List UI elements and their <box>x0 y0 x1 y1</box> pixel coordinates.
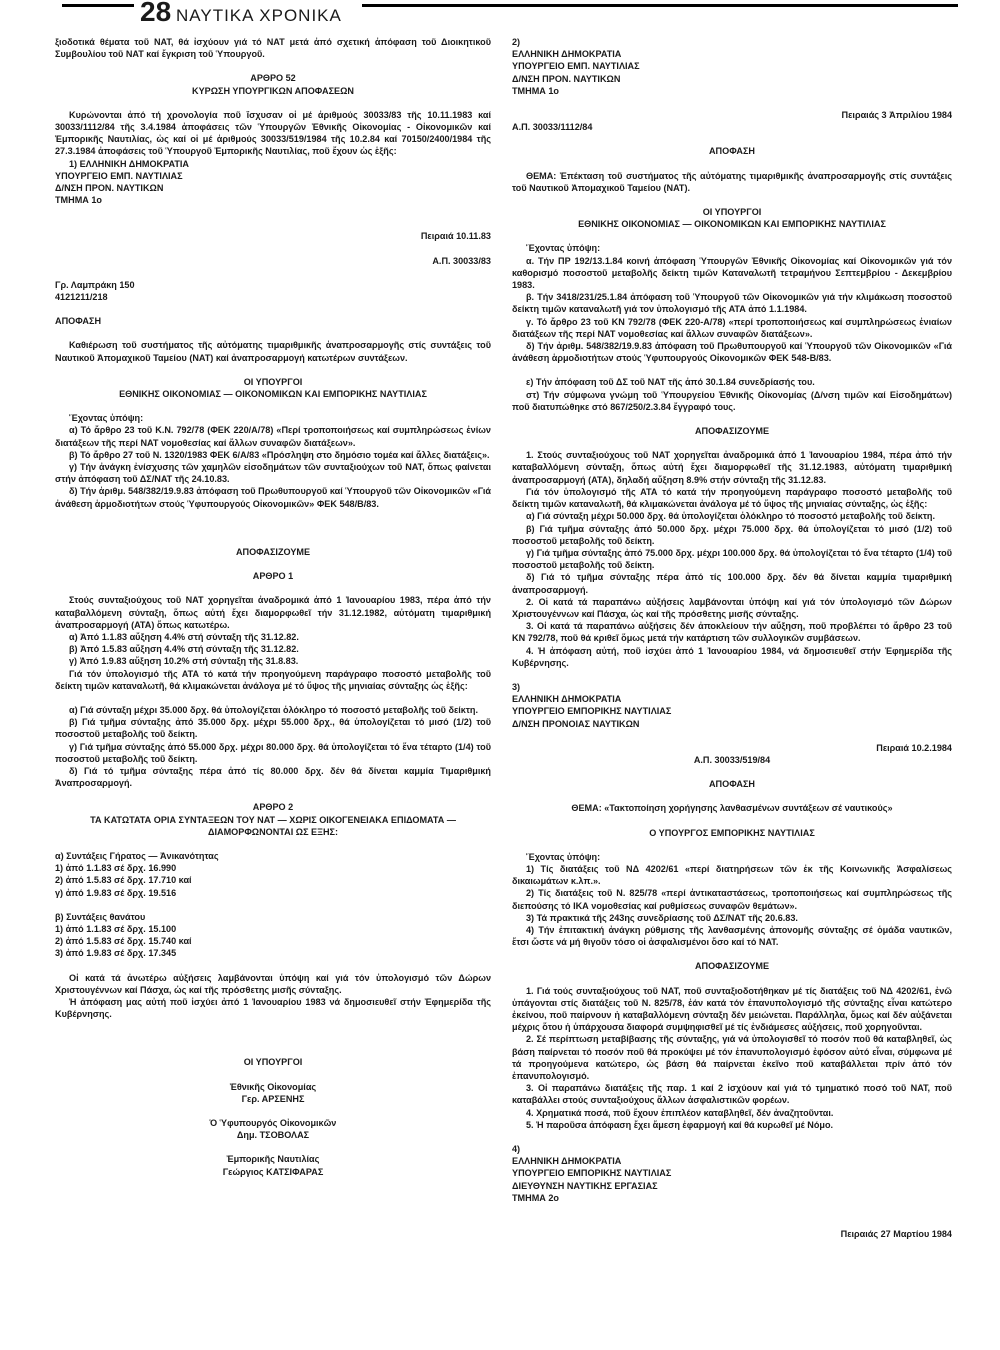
decision-1-point: γ) Τήν ἀνάγκη ἐνίσχυσης τῶν χαμηλῶν εἰσοδημάτων τῶν συνταξιούχων τοῦ ΝΑΤ, ὅπως φαίνεται στήν ἀπόφαση τοῦ ΔΣ/ΝΑΤ τῆς 24.10.83. <box>55 462 494 485</box>
decision-1-address: 4121211/218 <box>55 292 108 303</box>
decision-1-header-line: 1) ΕΛΛΗΝΙΚΗ ΔΗΜΟΚΡΑΤΙΑ <box>69 158 189 169</box>
decision-3-paragraph: 4. Χρηματικά ποσά, ποῦ ἔχουν ἐπιπλέον καταβληθεῖ, δέν ἀναζητοῦνται. <box>526 1107 834 1118</box>
decision-3-paragraph: 5. Ἡ παροῦσα ἀπόφαση ἔχει ἄμεση ἐφαρμογή καί θά κυρωθεῖ μέ Νόμο. <box>526 1119 834 1130</box>
decision-2-decide: ΑΠΟΦΑΣΙΖΟΥΜΕ <box>694 426 770 437</box>
decision-1-point: β) Τό ἄρθρο 27 τοῦ Ν. 1320/1983 ΦΕΚ 6/Α/83 «Πρόσληψη στο δημόσιο τομέα καί ἄλλες διατάξεις». <box>69 449 490 460</box>
signatories-title: ΟΙ ΥΠΟΥΡΓΟΙ <box>243 1057 303 1068</box>
decision-2-point: α. Τήν ΠΡ 192/13.1.84 κοινή ἀπόφαση Ὑπουργῶν Ἐθνικῆς Οἰκονομίας καί Οἰκονομικῶν γιά τόν καθορισμό ποσοστοῦ μεταβολῆς δείκτη τιμῶν Καταναλωτῆ τετραμήνου Σεπτεμβρίου - Δεκεμβρίου 1983. <box>512 255 955 291</box>
decision-2-subject: ΘΕΜΑ: Ἐπέκταση τοῦ συστήματος τῆς αὐτόματης τιμαριθμικῆς ἀναπροσαρμογῆς στίς συντάξεις τοῦ Ναυτικοῦ Ἀπομαχικοῦ Ταμείου (ΝΑΤ). <box>512 170 955 193</box>
decision-3-point: 4) Τήν ἐπιτακτική ἀνάγκη ρύθμισης τῆς λανθασμένης ἀπονομῆς σύνταξης σέ ὁμάδα ναυτικῶν, ἔτσι ὥστε νά μή θιγοῦν τόσο οἱ ἀσφαλισμένοι ὅσο καί τό ΝΑΤ. <box>512 924 955 948</box>
signatory-role: Ὁ Ὑφυπουργός Οἰκονομικῶν <box>209 1118 337 1128</box>
decision-3-paragraph: 2. Σέ περίπτωση μεταβίβασης τῆς σύνταξης, γιά νά ὑπολογισθεῖ τό ποσόν ποῦ θά καταβληθεῖ, ὡς βάση παίρνεται τό ποσόν ποῦ θά προκύψει μέ τόν ἐπανυπολογισμό ἐφόσον αὐτό εἶναι, σύμφωνα μέ τά προηγούμενα κατώτερο, ὡς βάση θά παίρνεται ἐκεῖνο ποῦ καταβάλλεται πρίν ἀπό τόν ἐπανυπολογισμό. <box>512 1034 955 1082</box>
decision-4-header-line: ΕΛΛΗΝΙΚΗ ΔΗΜΟΚΡΑΤΙΑ <box>512 1156 622 1167</box>
decision-2-tier: δ) Γιά τό τμῆμα σύνταξης πέρα ἀπό τίς 100.000 δρχ. δέν θά δίνεται καμμία τιμαριθμική ἀναπροσαρμογή. <box>512 572 955 595</box>
left-column <box>55 36 494 1178</box>
decision-2-point: δ) Τήν ἀριθμ. 548/382/19.9.83 ἀπόφαση τοῦ Πρωθυπουργοῦ καί Ὑπουργοῦ τῶν Οἰκονομικῶν «Γιά ἀνάθεση ἁρμοδιοτήτων στούς Ὑφυπουργούς Οἰκονομικῶν ΦΕΚ 548-Β/83. <box>512 341 955 364</box>
decision-1-ministers-title: ΟΙ ΥΠΟΥΡΓΟΙ <box>243 376 303 387</box>
article-1-tier: δ) Γιά τό τμῆμα σύνταξης πέρα ἀπό τίς 80.000 δρχ. δέν θά δίνεται καμμία Τιμαριθμική Ἀναπροσαρμογή. <box>55 765 494 789</box>
decision-2-tier: α) Γιά σύνταξη μέχρι 50.000 δρχ. θά ὑπολογίζεται ὁλόκληρο τό ποσοστό μεταβολῆς τοῦ δείκτη. <box>526 511 936 522</box>
decision-1-decide: ΑΠΟΦΑΣΙΖΟΥΜΕ <box>235 546 311 557</box>
article-1-title: ΑΡΘΡΟ 1 <box>252 571 294 582</box>
article-52-title: ΑΡΘΡΟ 52 <box>250 73 296 84</box>
article-52-subtitle: ΚΥΡΩΣΗ ΥΠΟΥΡΓΙΚΩΝ ΑΠΟΦΑΣΕΩΝ <box>192 85 354 96</box>
decision-2-paragraph: 4. Ἡ ἀπόφαση αὐτή, ποῦ ἰσχύει ἀπό 1 Ἰανουαρίου 1984, νά δημοσιευθεῖ στήν Ἐφημερίδα τῆς Κυβέρνησης. <box>512 645 955 668</box>
decision-2-reference: Α.Π. 30033/1112/84 <box>512 122 593 133</box>
page-header <box>0 0 1000 28</box>
decision-1-header-line: ΥΠΟΥΡΓΕΙΟ ΕΜΠ. ΝΑΥΤΙΛΙΑΣ <box>55 170 183 181</box>
signatory-role: Ἐμπορικῆς Ναυτιλίας <box>226 1154 320 1165</box>
decision-1-address: Γρ. Λαμπράκη 150 <box>55 279 135 290</box>
decision-3-minister: Ο ΥΠΟΥΡΓΟΣ ΕΜΠΟΡΙΚΗΣ ΝΑΥΤΙΛΙΑΣ <box>649 827 815 838</box>
decision-1-reference: Α.Π. 30033/83 <box>432 255 491 266</box>
decision-3-header-line: Δ/ΝΣΗ ΠΡΟΝΟΙΑΣ ΝΑΥΤΙΚΩΝ <box>512 718 640 729</box>
decision-2-point: γ. Τό ἄρθρο 23 τοῦ ΚΝ 792/78 (ΦΕΚ 220-Α/78) «περί τροποποιήσεως καί συμπληρώσεως ἐνιαίων διατάξεων τῆς περί ΝΑΤ νομοθεσίας καί ἄλλων συναφῶν διατάξεων». <box>512 316 955 339</box>
decision-2-tier: β) Γιά τμῆμα σύνταξης ἀπό 50.000 δρχ. μέχρι 75.000 δρχ. θά ὑπολογίζεται τό μισό (1/2) τοῦ ποσοστοῦ μεταβολῆς τοῦ δείκτη. <box>512 523 955 546</box>
article-2-note: Οἱ κατά τά ἀνωτέρω αὐξήσεις λαμβάνονται ὑπόψη καί γιά τόν ὑπολογισμό τῶν Δώρων Χριστουγέννων καί Πάσχα, ὡς καί τῆς πρόσθετης μισῆς σύνταξης. <box>55 972 494 995</box>
decision-1-subject: Καθιέρωση τοῦ συστήματος τῆς αὐτόματης τιμαριθμικῆς ἀναπροσαρμογῆς στίς συντάξεις τοῦ Ναυτικοῦ Ἀπομαχικοῦ Ταμείου (ΝΑΤ) καί ἀναπροσαρμογή κατωτέρων συντάξεων. <box>55 340 494 363</box>
article-2-group-b-item: 1) ἀπό 1.1.83 σέ δρχ. 15.100 <box>55 923 177 934</box>
decision-3-header-line: 3) <box>512 681 521 692</box>
article-2-publication: Ἡ ἀπόφαση μας αὐτή ποῦ ἰσχύει ἀπό 1 Ἰανουαρίου 1983 νά δημοσιευθεῖ στήν Ἐφημερίδα τῆς Κυβέρνησης. <box>55 996 494 1020</box>
decision-2-paragraph: 2. Οἱ κατά τά παραπάνω αὐξήσεις λαμβάνονται ὑπόψη καί γιά τόν ὑπολογισμό τῶν Δώρων Χριστουγέννων καί Πάσχα, ὡς καί τῆς πρόσθετης μισῆς σύνταξης. <box>512 596 955 619</box>
decision-3-header-line: ΕΛΛΗΝΙΚΗ ΔΗΜΟΚΡΑΤΙΑ <box>512 694 622 705</box>
decision-4-header-line: ΔΙΕΥΘΥΝΣΗ ΝΑΥΤΙΚΗΣ ΕΡΓΑΣΙΑΣ <box>512 1180 658 1191</box>
decision-4-header-line: ΥΠΟΥΡΓΕΙΟ ΕΜΠΟΡΙΚΗΣ ΝΑΥΤΙΛΙΑΣ <box>512 1168 672 1179</box>
article-1-tier: β) Γιά τμῆμα σύνταξης ἀπό 35.000 δρχ. μέχρι 55.000 δρχ., θά ὑπολογίζεται τό μισό (1/2) τοῦ ποσοστοῦ μεταβολῆς τοῦ δείκτη. <box>55 717 494 740</box>
header-rule-left <box>62 4 134 7</box>
decision-3-date: Πειραιά 10.2.1984 <box>876 742 952 753</box>
article-1-body: Στούς συνταξιούχους τοῦ ΝΑΤ χορηγεῖται ἀναδρομικά ἀπό 1 Ἰανουαρίου 1983, πέρα ἀπό τήν καταβαλλόμενη σύνταξη, ὅπως αὐτή ἔχει διαμορφωθεῖ τήν 31.12.1982, αὐτόματη τιμαριθμική ἀναπροσαρμογή (ΑΤΑ) ὅπως κατωτέρω. <box>55 595 494 630</box>
decision-3-paragraph: 3. Οἱ παραπάνω διατάξεις τῆς παρ. 1 καί 2 ἰσχύουν καί γιά τό τμηματικό ποσό τοῦ ΝΑΤ, ποῦ καταβάλλει στούς συνταξιούχους ἄλλων ἀσφαλιστικῶν φορέων. <box>512 1083 955 1106</box>
article-1-tier: α) Γιά σύνταξη μέχρι 35.000 δρχ. θά ὑπολογίζεται ὁλόκληρο τό ποσοστό μεταβολῆς τοῦ δείκτη. <box>69 704 479 715</box>
decision-4-header-line: ΤΜΗΜΑ 2ο <box>512 1192 559 1203</box>
decision-1-considering: Ἔχοντας ὑπόψη: <box>69 413 144 424</box>
decision-3-label: ΑΠΟΦΑΣΗ <box>708 779 756 790</box>
decision-1-point: α) Τό ἄρθρο 23 τοῦ Κ.Ν. 792/78 (ΦΕΚ 220/Α/78) «Περί τροποποιήσεως καί συμπληρώσεως ἐνίων διατάξεων τῆς περί ΝΑΤ νομοθεσίας καί ἄλλων συναφῶν διατάξεων». <box>55 425 494 448</box>
decision-2-header-line: 2) <box>512 37 521 47</box>
decision-3-point: 2) Τίς διατάξεις τοῦ Ν. 825/78 «περί ἀντικαταστάσεως, τροποποιήσεως καί συμπληρώσεως τῆς διεπούσης τό ΙΚΑ νομοθεσίας καί ρυθμίσεως συναφῶν θεμάτων». <box>512 888 955 911</box>
decision-2-considering: Ἔχοντας ὑπόψη: <box>526 243 601 254</box>
decision-3-point: 1) Τίς διατάξεις τοῦ ΝΔ 4202/61 «περί διατηρήσεων τῶν ἐκ τῆς Κοινωνικῆς Ἀσφαλίσεως δικαιωμάτων κ.λπ.». <box>512 863 955 887</box>
signatory-name: Γερ. ΑΡΣΕΝΗΣ <box>241 1093 305 1104</box>
decision-2-point: στ) Τήν σύμφωνα γνώμη τοῦ Ὑπουργείου Ἐθνικῆς Οἰκονομίας (Δ/νση τιμῶν καί Εἰσοδημάτων) ποῦ διατυπώθηκε στό 867/250/2.3.84 ἔγγραφό τους. <box>512 389 955 412</box>
decision-2-header-line: Δ/ΝΣΗ ΠΡΟΝ. ΝΑΥΤΙΚΩΝ <box>512 73 621 84</box>
header-rule-right <box>362 4 958 7</box>
article-1-item: α) Ἀπό 1.1.83 αὔξηση 4.4% στή σύνταξη τῆς 31.12.82. <box>69 631 299 642</box>
article-1-calculation: Γιά τόν ὑπολογισμό τῆς ΑΤΑ τό κατά τήν προηγούμενη παράγραφο ποσοστό μεταβολῆς τοῦ δείκτη τιμῶν καταναλωτῆ, θά κλιμακώνεται ἀνάλογα μέ τό ὕψος τῆς μηνιαίας σύνταξης ὡς ἑξῆς: <box>55 668 494 691</box>
decision-3-point: 3) Τά πρακτικά τῆς 243ης συνεδρίασης τοῦ ΔΣ/ΝΑΤ τῆς 20.6.83. <box>526 912 798 923</box>
signatory-name: Γεώργιος ΚΑΤΣΙΦΑΡΑΣ <box>222 1166 324 1177</box>
article-2-subtitle: ΤΑ ΚΑΤΩΤΑΤΑ ΟΡΙΑ ΣΥΝΤΑΞΕΩΝ ΤΟΥ ΝΑΤ — ΧΩΡΙΣ ΟΙΚΟΓΕΝΕΙΑΚΑ ΕΠΙΔΟΜΑΤΑ — ΔΙΑΜΟΡΦΩΝΟΝΤΑΙ ΩΣ ΕΞΗΣ: <box>90 814 459 837</box>
article-2-group-b-item: 2) ἀπό 1.5.83 σέ δρχ. 15.740 καί <box>55 936 192 947</box>
decision-4-date: Πειραιάς 27 Μαρτίου 1984 <box>840 1229 952 1240</box>
decision-1-ministers-subtitle: ΕΘΝΙΚΗΣ ΟΙΚΟΝΟΜΙΑΣ — ΟΙΚΟΝΟΜΙΚΩΝ ΚΑΙ ΕΜΠΟΡΙΚΗΣ ΝΑΥΤΙΛΙΑΣ <box>119 389 427 400</box>
decision-2-ministers-subtitle: ΕΘΝΙΚΗΣ ΟΙΚΟΝΟΜΙΑΣ — ΟΙΚΟΝΟΜΙΚΩΝ ΚΑΙ ΕΜΠΟΡΙΚΗΣ ΝΑΥΤΙΛΙΑΣ <box>578 219 886 230</box>
article-2-group-b-title: β) Συντάξεις θανάτου <box>55 911 146 922</box>
article-2-group-b-item: 3) ἀπό 1.9.83 σέ δρχ. 17.345 <box>55 948 177 959</box>
article-2-title: ΑΡΘΡΟ 2 <box>252 802 294 813</box>
decision-2-ministers-title: ΟΙ ΥΠΟΥΡΓΟΙ <box>702 207 762 218</box>
decision-2-header-line: ΤΜΗΜΑ 1ο <box>512 85 559 96</box>
article-2-group-a-item: 2) ἀπό 1.5.83 σέ δρχ. 17.710 καί <box>55 875 192 886</box>
decision-2-paragraph: 3. Οἱ κατά τά παραπάνω αὐξήσεις δέν ἀποκλείουν τήν αὔξηση, ποῦ προβλέπει τό ἄρθρο 23 τοῦ ΚΝ 792/78, ποῦ θά κριθεῖ ὅμως μετά τήν κατάρτιση τῶν συλλογικῶν συμβάσεων. <box>512 621 955 644</box>
decision-2-tier: γ) Γιά τμῆμα σύνταξης ἀπό 75.000 δρχ. μέχρι 100.000 δρχ. θά ὑπολογίζεται τό ἕνα τέταρτο (1/4) τοῦ ποσοστοῦ μεταβολῆς τοῦ δείκτη. <box>512 547 955 571</box>
decision-2-header-line: ΥΠΟΥΡΓΕΙΟ ΕΜΠ. ΝΑΥΤΙΛΙΑΣ <box>512 61 640 72</box>
decision-2-paragraph: 1. Στούς συνταξιούχους τοῦ ΝΑΤ χορηγεῖται ἀναδρομικά ἀπό 1 Ἰανουαρίου 1984, πέρα ἀπό τήν καταβαλλόμενη σύνταξη, ὅπως αὐτή ἔχει διαμορφωθεῖ τῆς 31.12.1983, αὐτόματη τιμαριθμική ἀναπροσαρμογή (ΑΤΑ), δηλαδή αὔξηση 8.9% στήν σύνταξη τῆς 31.12.83. <box>512 450 955 485</box>
article-2-group-a-item: γ) ἀπό 1.9.83 σέ δρχ. 19.516 <box>55 887 177 898</box>
article-1-item: β) Ἀπό 1.5.83 αὔξηση 4.4% στή σύνταξη τῆς 31.12.82. <box>69 644 299 655</box>
decision-1-header-line: Δ/ΝΣΗ ΠΡΟΝ. ΝΑΥΤΙΚΩΝ <box>55 183 164 194</box>
intro-paragraph: ξιοδοτικά θέματα τοῦ ΝΑΤ, θά ἰσχύουν γιά τό ΝΑΤ μετά ἀπό σχετική ἀπόφαση τοῦ Διοικητικοῦ Συμβουλίου τοῦ ΝΑΤ καί ἔγκριση τοῦ Ὑπουργοῦ. <box>55 37 494 60</box>
decision-1-header-line: ΤΜΗΜΑ 1ο <box>55 195 102 206</box>
decision-2-date: Πειραιάς 3 Ἀπριλίου 1984 <box>841 110 952 121</box>
decision-1-point: δ) Τήν ἀριθμ. 548/382/19.9.83 ἀπόφαση τοῦ Πρωθυπουργοῦ καί Ὑπουργοῦ τῶν Οἰκονομικῶν «Γιά ἀνάθεση ἁρμοδιοτήτων στούς Ὑφυπουργούς Οἰκονομικῶν» ΦΕΚ 548/Β/83. <box>55 486 494 509</box>
decision-1-label: ΑΠΟΦΑΣΗ <box>55 316 102 327</box>
decision-3-considering: Ἔχοντας ὑπόψη: <box>526 851 601 862</box>
decision-2-calculation: Γιά τόν ὑπολογισμό τῆς ΑΤΑ τό κατά τήν προηγούμενη παράγραφο ποσοστό μεταβολῆς τοῦ δείκτη τιμῶν καταναλωτῆ, θά κλιμακώνεται ἀνάλογα μέ τό ὕψος τῆς μηνιαίας σύνταξης, ὡς ἑξῆς: <box>512 486 955 510</box>
page-number: 28 <box>140 0 172 27</box>
article-1-tier: γ) Γιά τμῆμα σύνταξης ἀπό 55.000 δρχ. μέχρι 80.000 δρχ. θά ὑπολογίζεται τό ἕνα τέταρτο (1/4) τοῦ ποσοστοῦ μεταβολῆς τοῦ δείκτη. <box>55 741 494 764</box>
decision-1-date: Πειραιά 10.11.83 <box>420 231 491 242</box>
article-2-group-a-item: 1) ἀπό 1.1.83 σέ δρχ. 16.990 <box>55 863 177 874</box>
decision-2-header-line: ΕΛΛΗΝΙΚΗ ΔΗΜΟΚΡΑΤΙΑ <box>512 49 622 60</box>
article-52-body: Κυρώνονται ἀπό τή χρονολογία ποῦ ἴσχυσαν οἱ μέ ἀριθμούς 30033/83 τῆς 10.11.1983 καί 30033/1112/84 τῆς 3.4.1984 ἀποφάσεις τῶν Ὑπουργῶν Ἐθνικῆς Οἰκονομίας - Οἰκονομικῶν καί Ἐμπορικῆς Ναυτιλίας, ὡς καί οἱ μέ ἀριθμούς 30033/519/1984 τῆς 10.2.84 καί 70150/2400/1984 τῆς 27.3.1984 ἀποφάσεις τοῦ Ὑπουργοῦ Ἐμπορικῆς Ναυτιλίας, ποῦ ἔχουν ὡς ἑξῆς: <box>55 109 494 157</box>
decision-4-header-line: 4) <box>512 1144 521 1155</box>
decision-3-paragraph: 1. Γιά τούς συνταξιούχους τοῦ ΝΑΤ, ποῦ συνταξιοδοτήθηκαν μέ τίς διατάξεις τοῦ ΝΔ 4202/61, ἐνῶ ὑπάγονται στίς διατάξεις τοῦ Ν. 825/78, ἐάν κατά τόν ἐπανυπολογισμό τῆς σύνταξης εἶναι κατώτερο ἐκείνου, ποῦ παίρνουν ἡ καταβαλλόμενη σύνταξη δέν μειώνεται. Παράλληλα, ὅμως καί δέν αὐξάνεται μέχρις ὅτου ἡ ὑπάρχουσα διαφορά συμψηφισθεῖ μέ τίς ἐνδιάμεσες αὐξήσεις, ποῦ χορηγοῦνται. <box>512 985 955 1033</box>
right-column <box>512 36 955 1240</box>
article-1-item: γ) Ἀπό 1.9.83 αὔξηση 10.2% στή σύνταξη τῆς 31.8.83. <box>69 656 299 667</box>
publication-title: ΝΑΥΤΙΚΑ ΧΡΟΝΙΚΑ <box>176 6 342 25</box>
decision-2-point: ε) Τήν ἀπόφαση τοῦ ΔΣ τοῦ ΝΑΤ τῆς ἀπό 30.1.84 συνεδρίασής του. <box>526 377 815 388</box>
decision-3-decide: ΑΠΟΦΑΣΙΖΟΥΜΕ <box>694 961 770 972</box>
decision-3-subject: ΘΕΜΑ: «Τακτοποίηση χορήγησης λανθασμένων συντάξεων σέ ναυτικούς» <box>571 803 893 814</box>
signatory-role: Ἐθνικῆς Οἰκονομίας <box>229 1081 317 1092</box>
decision-3-header-line: ΥΠΟΥΡΓΕΙΟ ΕΜΠΟΡΙΚΗΣ ΝΑΥΤΙΛΙΑΣ <box>512 706 672 717</box>
decision-2-label: ΑΠΟΦΑΣΗ <box>708 146 756 157</box>
decision-3-reference: Α.Π. 30033/519/84 <box>693 754 771 765</box>
article-2-group-a-title: α) Συντάξεις Γήρατος — Ἀνικανότητας <box>55 850 219 861</box>
signatory-name: Δημ. ΤΣΟΒΟΛΑΣ <box>236 1130 310 1141</box>
decision-2-point: β. Τήν 3418/231/25.1.84 ἀπόφαση τοῦ Ὑπουργοῦ τῶν Οἰκονομικῶν γιά τήν κλιμάκωση ποσοστοῦ δείκτη τιμῶν καταναλωτῆ γιά τον ὑπολογισμό τῆς ΑΤΑ ἀπό 1.1.1984. <box>512 292 955 315</box>
